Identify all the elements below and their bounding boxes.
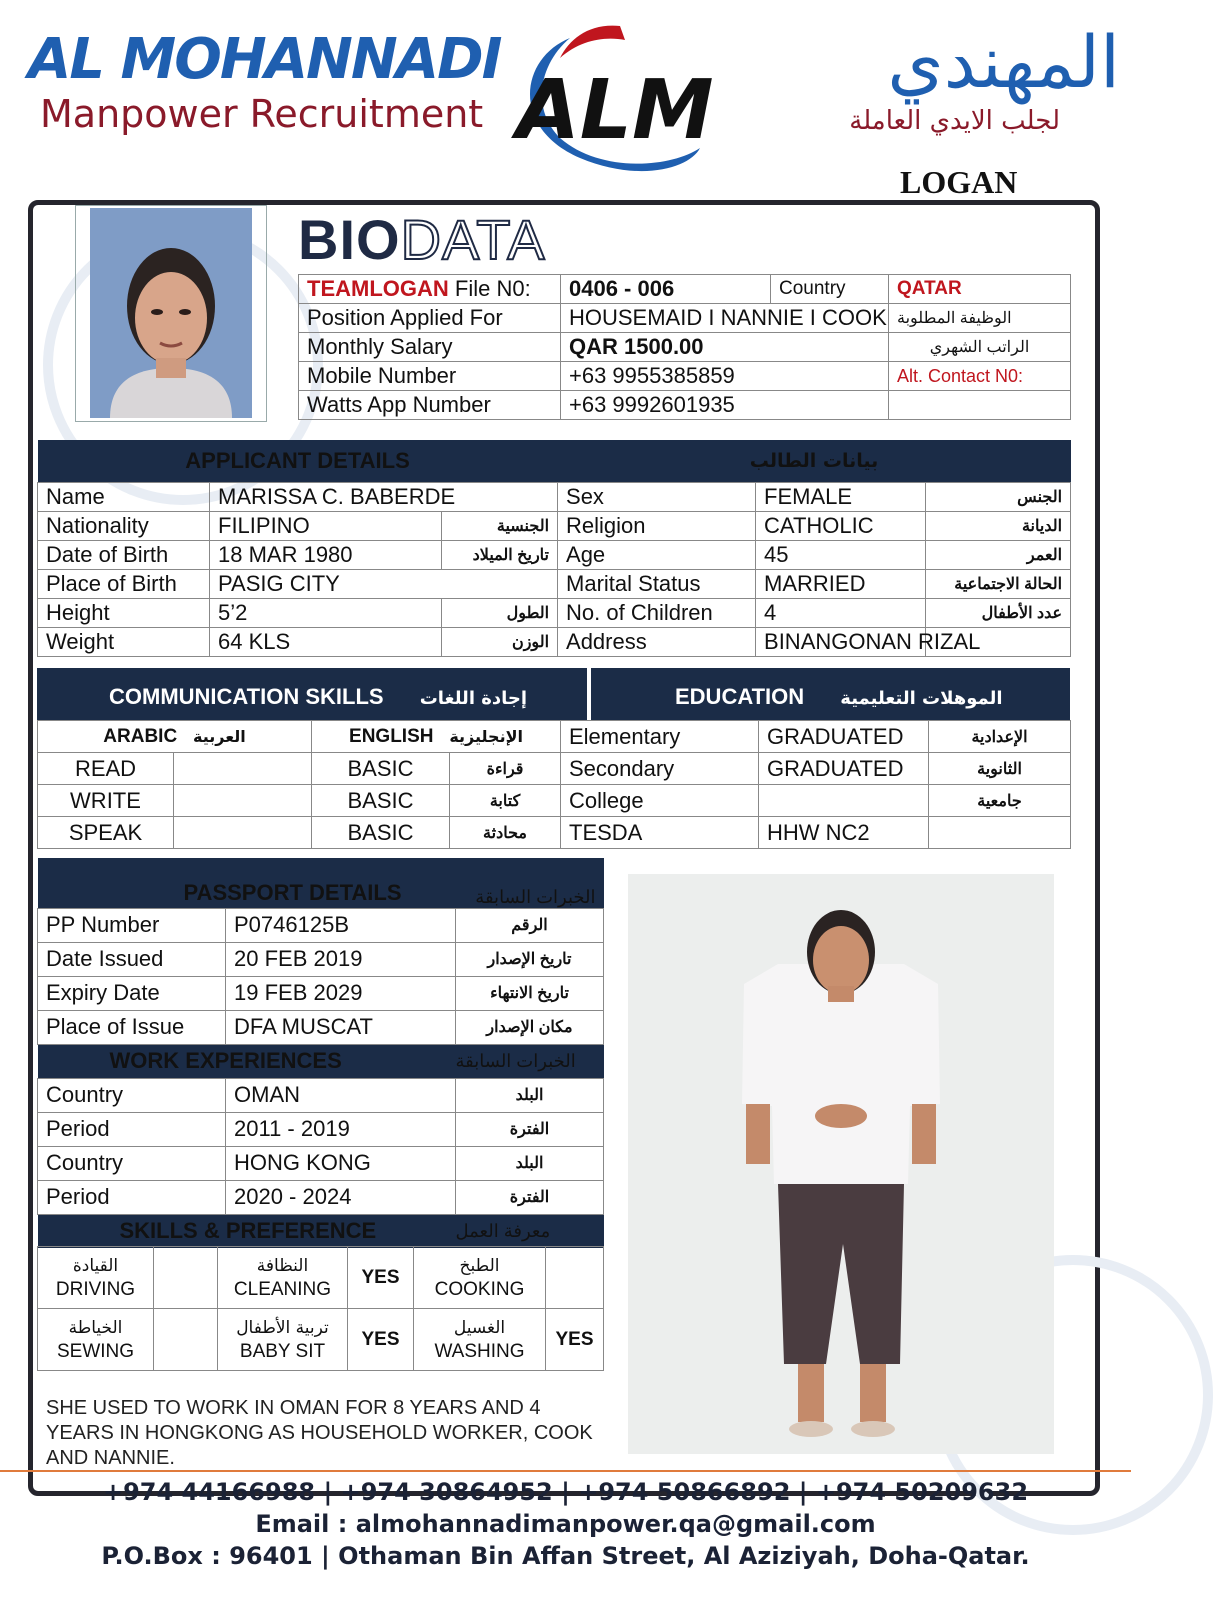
education-row [561,817,1071,849]
field-value: 45 [756,540,926,569]
file-number-value: 0406 - 006 [561,275,771,304]
brand-name-english [28,27,501,136]
arabic-level [174,753,312,785]
field-value: OMAN [226,1078,456,1112]
field-label-arabic: الجنس [926,482,1071,511]
field-label: Address [558,627,756,656]
field-value: HONG KONG [226,1146,456,1180]
field-label-arabic: الديانة [926,511,1071,540]
brand-arabic-subtitle: لجلب الايدي العاملة [849,106,1060,136]
file-number-label: TEAMLOGAN File N0: [299,275,561,304]
work-experience-heading-arabic: الخبرات السابقة [456,1044,604,1078]
field-value: 19 FEB 2029 [226,976,456,1010]
communication-skills-table [37,720,561,849]
applicant-row [38,511,1071,540]
applicant-portrait-photo [90,208,252,418]
work-experience-row [38,1078,604,1112]
skill-label-arabic: الخياطة [68,1317,123,1338]
skill-label: SEWING [56,1340,135,1362]
skill-label-arabic: تربية الأطفال [236,1317,329,1338]
field-label-arabic: الحالة الاجتماعية [926,569,1071,598]
position-label-arabic: الوظيفة المطلوبة [889,304,1071,333]
field-value: PASIG CITY [210,569,558,598]
brand-subtitle: Manpower Recruitment [40,92,484,136]
brand-arabic-title: المهندي [887,20,1120,104]
field-label: Marital Status [558,569,756,598]
field-label-arabic: عدد الأطفال [926,598,1071,627]
english-level: BASIC [312,785,450,817]
field-label: Age [558,540,756,569]
field-label: Name [38,482,210,511]
field-label-arabic: البلد [456,1078,604,1112]
skill-value [154,1309,218,1371]
skill-cleaning [218,1247,348,1309]
alm-logo [500,18,730,188]
skill-row [38,1309,604,1371]
country-value: QATAR [889,275,1071,304]
passport-row [38,942,604,976]
skills-preference-table [37,1246,604,1371]
applicant-full-body-photo [628,874,1054,1454]
alt-contact-value [889,391,1071,420]
field-value: DFA MUSCAT [226,1010,456,1044]
passport-heading-arabic: الخبرات السابقة [456,858,604,908]
field-label: Expiry Date [38,976,226,1010]
bio-title-part1: BIO [298,208,401,271]
field-label: Weight [38,627,210,656]
english-language-header: ENGLISH الإنجليزية [312,721,561,753]
field-label: PP Number [38,908,226,942]
education-row [561,753,1071,785]
country-label: Country [771,275,889,304]
file-info-table [298,274,1071,420]
education-level: Elementary [561,721,759,753]
field-value: MARRIED [756,569,926,598]
arabic-language-header: ARABIC العربية [38,721,312,753]
education-level-arabic [929,817,1071,849]
skill-name-arabic: محادثة [450,817,561,849]
passport-heading: PASSPORT DETAILS [38,858,456,908]
education-table [560,720,1071,849]
skill-label: BABY SIT [239,1340,326,1362]
field-value: P0746125B [226,908,456,942]
field-label: No. of Children [558,598,756,627]
footer-address: P.O.Box : 96401 | Othaman Bin Affan Street, Al Aziziyah, Doha-Qatar. [101,1542,1030,1570]
field-label-arabic: الوزن [442,627,558,656]
field-value: FEMALE [756,482,926,511]
whatsapp-label: Watts App Number [299,391,561,420]
field-label-arabic: الرقم [456,908,604,942]
education-heading: EDUCATION الموهلات التعليمية [675,684,1003,709]
passport-details-table [37,858,604,1248]
skill-label: DRIVING [55,1278,136,1300]
skill-label: WASHING [434,1340,525,1362]
communication-heading: COMMUNICATION SKILLS إجادة اللغات [109,684,528,709]
field-label-arabic: البلد [456,1146,604,1180]
work-history-note: SHE USED TO WORK IN OMAN FOR 8 YEARS AND 4 YEARS IN HONGKONG AS HOUSEHOLD WORKER, COOK AND NANNIE. [46,1397,593,1469]
applicant-details-table [37,440,1071,657]
applicant-row [38,627,1071,656]
work-experience-row [38,1146,604,1180]
field-value: 2020 - 2024 [226,1180,456,1214]
passport-row [38,976,604,1010]
agent-name: LOGAN [900,164,1018,200]
language-skill-row [38,753,561,785]
field-label-arabic: تاريخ الميلاد [442,540,558,569]
field-value: 18 MAR 1980 [210,540,442,569]
field-value: MARISSA C. BABERDE [210,482,558,511]
skill-name-arabic: كتابة [450,785,561,817]
field-label-arabic: الجنسية [442,511,558,540]
skill-driving [38,1247,154,1309]
skill-baby-sit [218,1309,348,1371]
skill-washing [414,1309,546,1371]
language-skill-row [38,785,561,817]
field-label-arabic: تاريخ الانتهاء [456,976,604,1010]
passport-row [38,908,604,942]
skill-label-arabic: القيادة [72,1255,119,1276]
brand-title: AL MOHANNADI [28,27,501,92]
applicant-row [38,482,1071,511]
education-level-arabic: الإعدادية [929,721,1071,753]
field-label: Period [38,1180,226,1214]
skills-heading: SKILLS & PREFERENCE [38,1214,456,1248]
education-level-arabic: جامعية [929,785,1071,817]
skill-label: CLEANING [233,1278,332,1300]
skill-value [154,1247,218,1309]
salary-label-arabic: الراتب الشهري [889,333,1071,362]
salary-value: QAR 1500.00 [561,333,889,362]
education-status [759,785,929,817]
skill-label-arabic: الطبخ [459,1255,500,1276]
language-skill-row [38,817,561,849]
field-label: Place of Birth [38,569,210,598]
education-level: College [561,785,759,817]
education-level: TESDA [561,817,759,849]
skills-education-header-bar [37,668,1070,720]
education-row [561,785,1071,817]
skill-value [546,1247,604,1309]
logo-text: ALM [516,63,714,158]
field-value: CATHOLIC [756,511,926,540]
field-value: FILIPINO [210,511,442,540]
skill-value: YES [348,1247,414,1309]
applicant-row [38,540,1071,569]
field-label-arabic: الطول [442,598,558,627]
footer-phones: +974 44166988 | +974 30864952 | +974 50866892 | +974 50209632 [102,1478,1029,1506]
field-value: 64 KLS [210,627,442,656]
field-value: BINANGONAN RIZAL [756,627,926,656]
field-label: Period [38,1112,226,1146]
footer-divider [0,1470,1131,1472]
field-label: Place of Issue [38,1010,226,1044]
field-label-arabic: مكان الإصدار [456,1010,604,1044]
arabic-level [174,785,312,817]
skill-sewing [38,1309,154,1371]
work-experience-heading: WORK EXPERIENCES [38,1044,456,1078]
skill-value: YES [546,1309,604,1371]
mobile-value: +63 9955385859 [561,362,889,391]
arabic-level [174,817,312,849]
skill-value: YES [348,1309,414,1371]
education-level-arabic: الثانوية [929,753,1071,785]
skill-name-arabic: قراءة [450,753,561,785]
field-value: 2011 - 2019 [226,1112,456,1146]
work-experience-row [38,1112,604,1146]
field-value: 4 [756,598,926,627]
skill-label-arabic: الغسيل [453,1317,506,1338]
field-label: Height [38,598,210,627]
skill-name: READ [38,753,174,785]
mobile-label: Mobile Number [299,362,561,391]
skill-cooking [414,1247,546,1309]
field-label: Sex [558,482,756,511]
field-label: Country [38,1146,226,1180]
field-label: Religion [558,511,756,540]
whatsapp-value: +63 9992601935 [561,391,889,420]
field-label: Country [38,1078,226,1112]
skill-row [38,1247,604,1309]
field-label: Date of Birth [38,540,210,569]
english-level: BASIC [312,817,450,849]
alt-contact-label: Alt. Contact N0: [889,362,1071,391]
skill-label-arabic: النظافة [256,1255,309,1276]
skill-name: WRITE [38,785,174,817]
education-level: Secondary [561,753,759,785]
skill-name: SPEAK [38,817,174,849]
applicant-details-heading: APPLICANT DETAILS [38,440,558,482]
salary-label: Monthly Salary [299,333,561,362]
header-divider [587,668,591,720]
education-row [561,721,1071,753]
english-level: BASIC [312,753,450,785]
applicant-details-heading-arabic: بيانات الطالب [558,440,1071,482]
applicant-row [38,598,1071,627]
field-value: 20 FEB 2019 [226,942,456,976]
education-status: GRADUATED [759,753,929,785]
field-label-arabic: تاريخ الإصدار [456,942,604,976]
footer-email: Email : almohannadimanpower.qa@gmail.com [255,1510,876,1538]
passport-row [38,1010,604,1044]
bio-title-part2: DATA [400,208,546,271]
biodata-title [298,208,546,272]
education-status: GRADUATED [759,721,929,753]
field-label-arabic: العمر [926,540,1071,569]
field-label-arabic: الفترة [456,1180,604,1214]
work-experience-row [38,1180,604,1214]
position-value: HOUSEMAID I NANNIE I COOK [561,304,889,333]
position-label: Position Applied For [299,304,561,333]
skill-label: COOKING [434,1278,525,1300]
field-label: Date Issued [38,942,226,976]
applicant-row [38,569,1071,598]
brand-name-arabic [740,20,1120,138]
field-label-arabic: الفترة [456,1112,604,1146]
field-value: 5’2 [210,598,442,627]
field-label: Nationality [38,511,210,540]
education-status: HHW NC2 [759,817,929,849]
skills-heading-arabic: معرفة العمل [456,1214,604,1248]
